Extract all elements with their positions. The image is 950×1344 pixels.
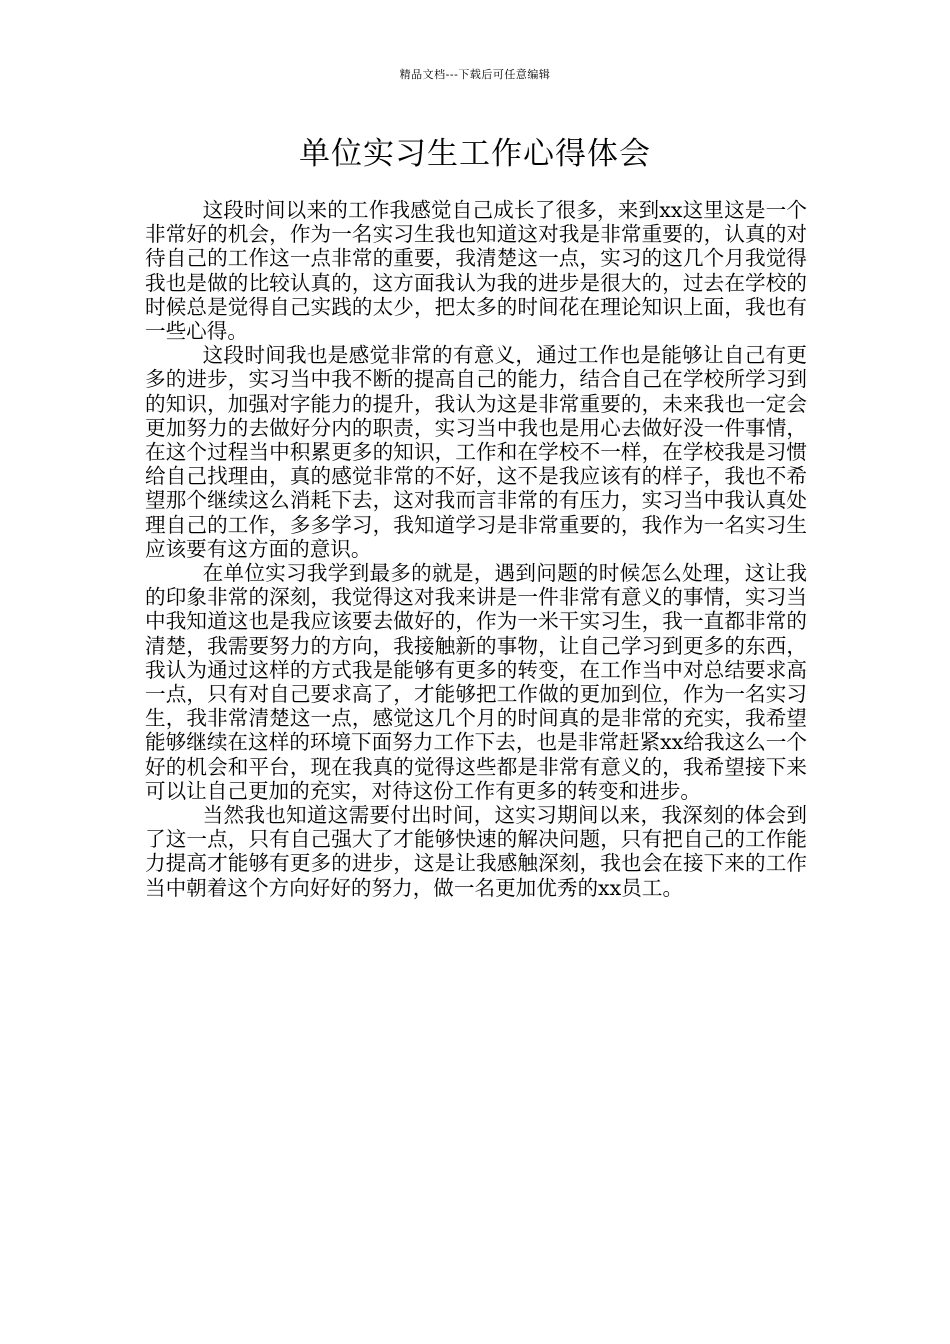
paragraph-4: 当然我也知道这需要付出时间，这实习期间以来，我深刻的体会到了这一点，只有自己强大了才能够快速的解决问题，只有把自己的工作能力提高才能够有更多的进步，这是让我感触深刻，我也会在接下来的工作当中朝着这个方向好好的努力，做一名更加优秀的xx员工。 — [145, 803, 807, 900]
paragraph-3: 在单位实习我学到最多的就是，遇到问题的时候怎么处理，这让我的印象非常的深刻，我觉得这对我来讲是一件非常有意义的事情，实习当中我知道这也是我应该要去做好的，作为一米干实习生，我一直都非常的清楚，我需要努力的方向，我接触新的事物，让自己学习到更多的东西，我认为通过这样的方式我是能够有更多的转变，在工作当中对总结要求高一点，只有对自己要求高了，才能够把工作做的更加到位，作为一名实习生，我非常清楚这一点，感觉这几个月的时间真的是非常的充实，我希望能够继续在这样的环境下面努力工作下去，也是非常赶紧xx给我这么一个好的机会和平台，现在我真的觉得这些都是非常有意义的，我希望接下来可以让自己更加的充实，对待这份工作有更多的转变和进步。 — [145, 561, 807, 803]
paragraph-2: 这段时间我也是感觉非常的有意义，通过工作也是能够让自己有更多的进步，实习当中我不断的提高自己的能力，结合自己在学校所学习到的知识，加强对字能力的提升，我认为这是非常重要的，未来我也一定会更加努力的去做好分内的职责，实习当中我也是用心去做好没一件事情，在这个过程当中积累更多的知识，工作和在学校不一样，在学校我是习惯给自己找理由，真的感觉非常的不好，这不是我应该有的样子，我也不希望那个继续这么消耗下去，这对我而言非常的有压力，实习当中我认真处理自己的工作，多多学习，我知道学习是非常重要的，我作为一名实习生应该要有这方面的意识。 — [145, 343, 807, 561]
document-body — [145, 198, 807, 900]
paragraph-1: 这段时间以来的工作我感觉自己成长了很多，来到xx这里这是一个非常好的机会，作为一名实习生我也知道这对我是非常重要的，认真的对待自己的工作这一点非常的重要，我清楚这一点，实习的这几个月我觉得我也是做的比较认真的，这方面我认为我的进步是很大的，过去在学校的时候总是觉得自己实践的太少，把太多的时间花在理论知识上面，我也有一些心得。 — [145, 198, 807, 344]
document-title: 单位实习生工作心得体会 — [299, 136, 651, 172]
header-note: 精品文档---下载后可任意编辑 — [399, 68, 551, 81]
